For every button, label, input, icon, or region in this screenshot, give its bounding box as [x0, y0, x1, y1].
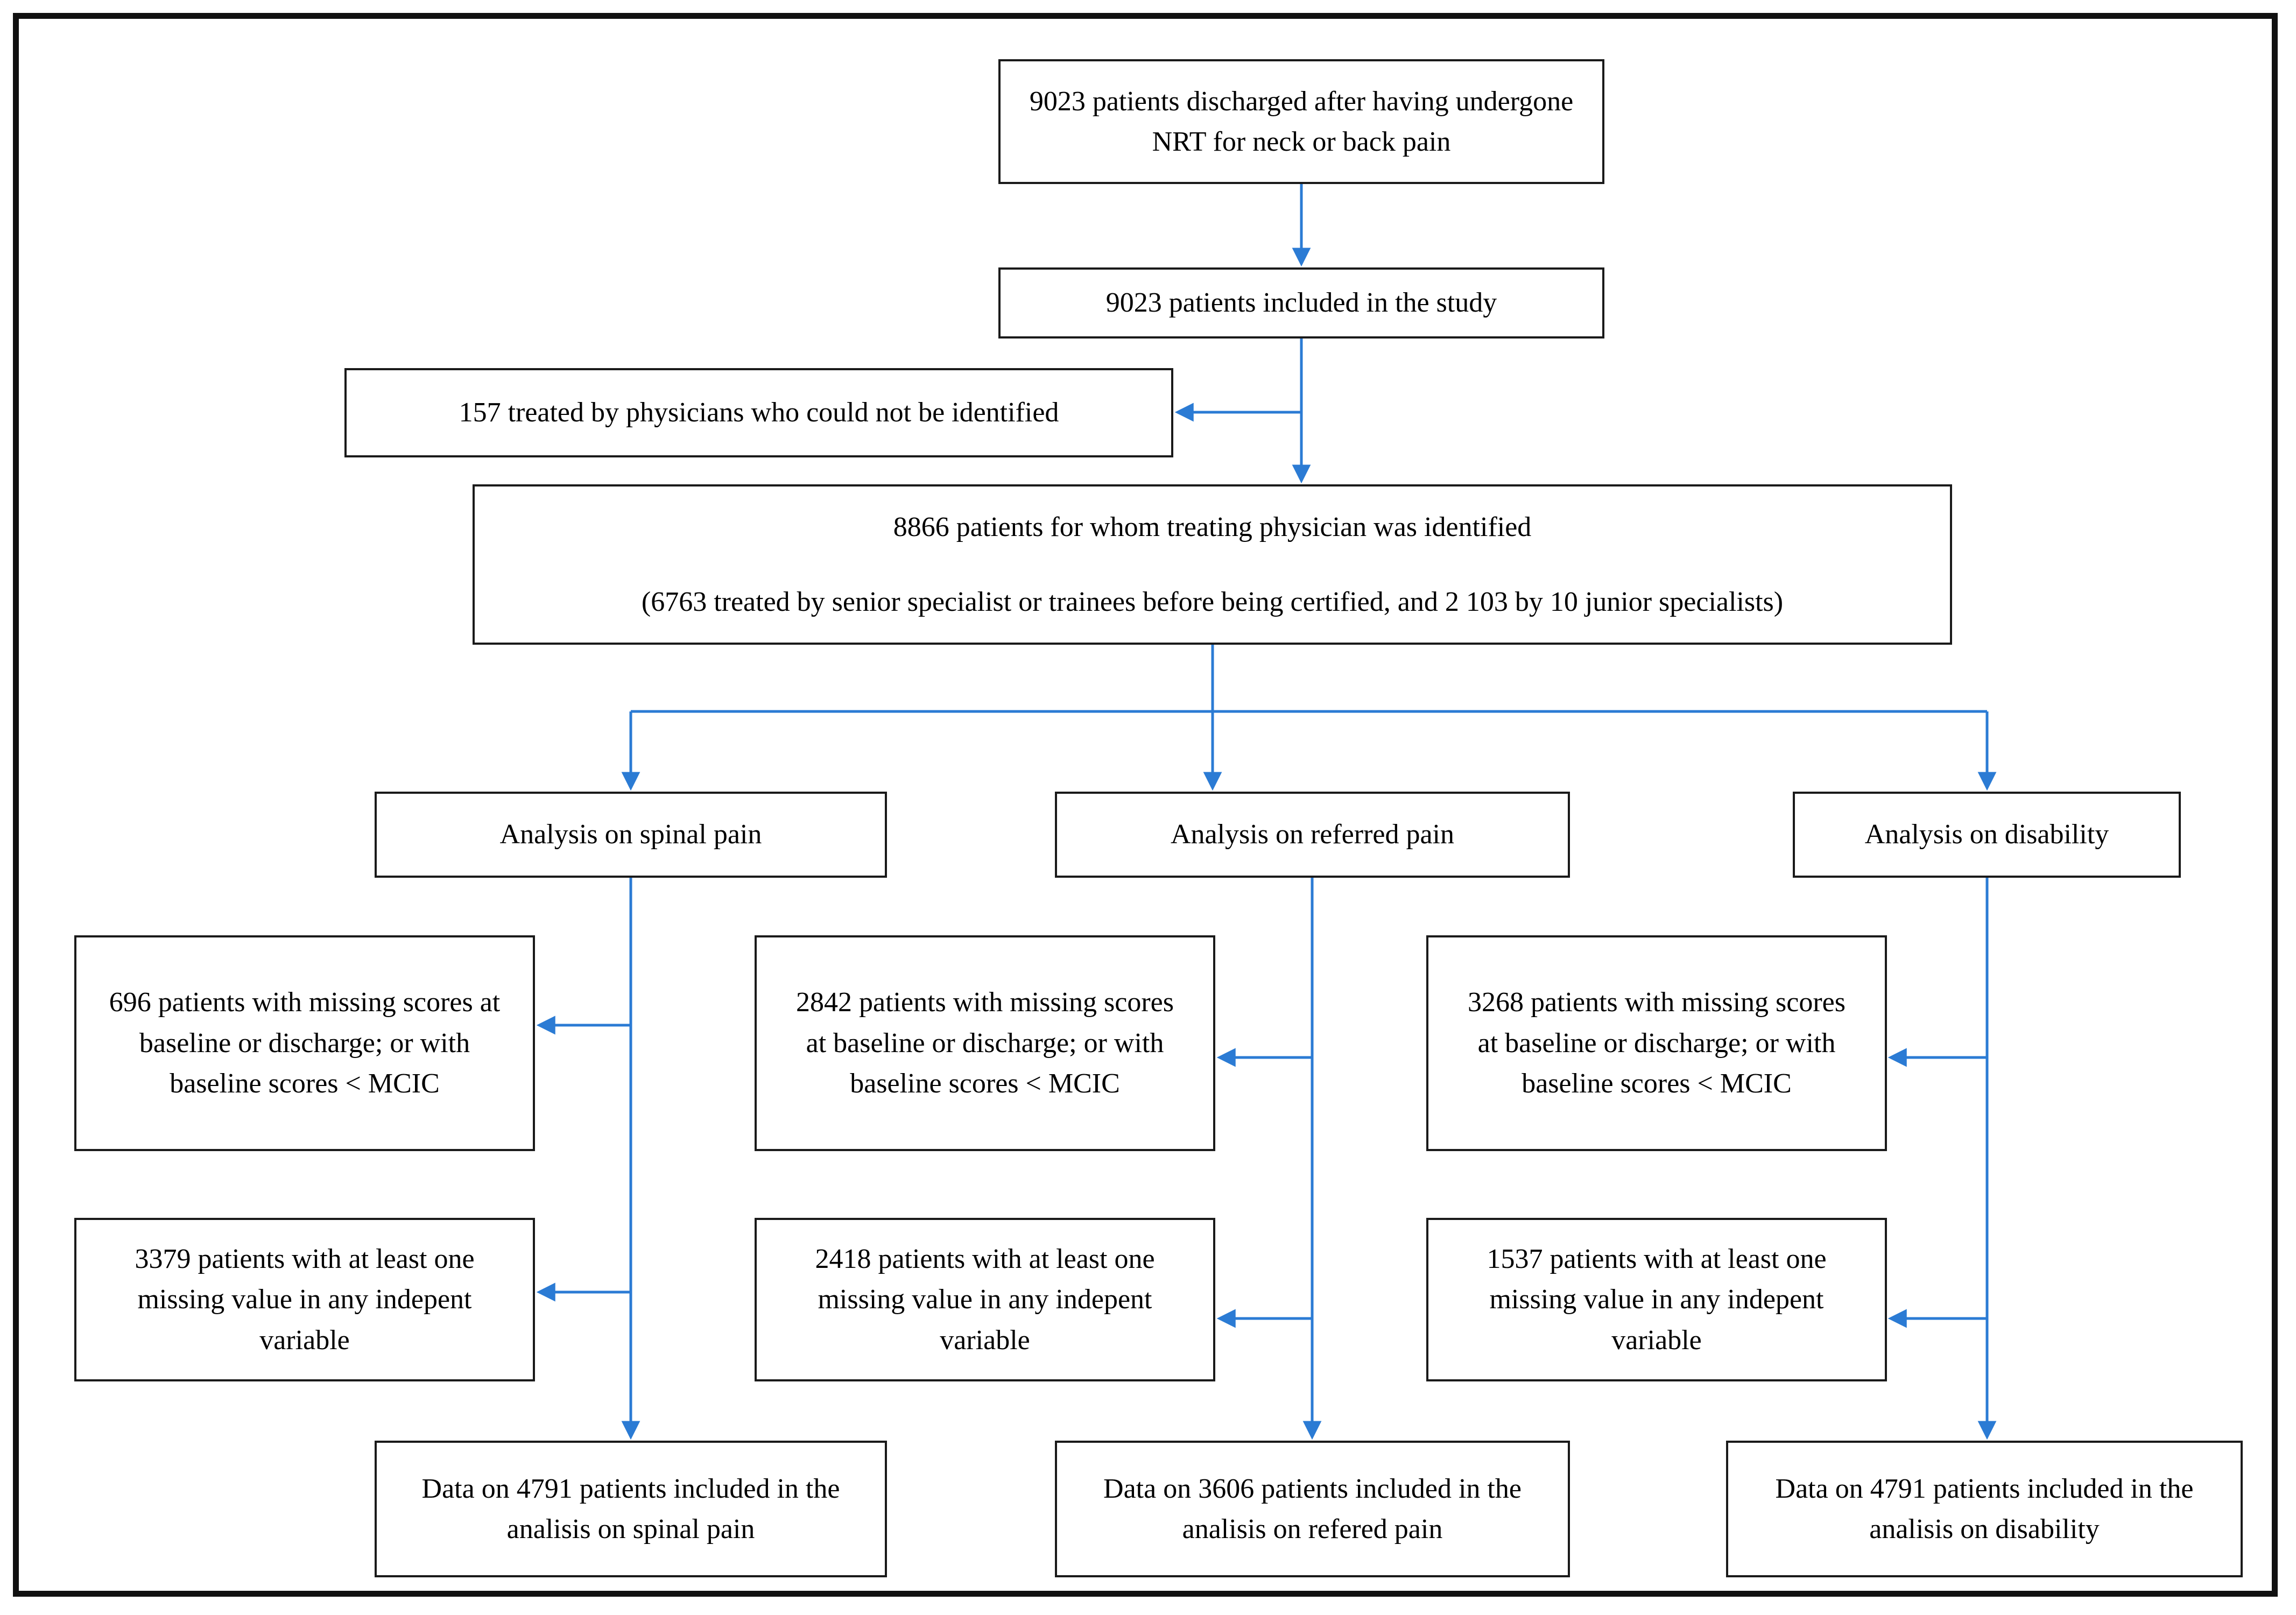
node-result-referred — [1055, 1441, 1570, 1577]
node-included-text: 9023 patients included in the study — [1105, 287, 1497, 319]
node-included — [998, 267, 1604, 338]
node-excluded-scores-disability — [1426, 935, 1887, 1151]
node-excluded-unidentified-text: 157 treated by physicians who could not be identified — [459, 397, 1059, 428]
node-analysis-spinal — [375, 792, 887, 878]
node-excluded-scores-referred-text: 2842 patients with missing scores at baseline or discharge; or with baseline scores < MCIC — [796, 987, 1174, 1099]
node-identified — [473, 484, 1952, 645]
node-result-spinal — [375, 1441, 887, 1577]
node-excluded-scores-spinal — [74, 935, 535, 1151]
node-excluded-scores-referred — [755, 935, 1215, 1151]
node-excluded-values-referred-text: 2418 patients with at least one missing value in any indepent variable — [815, 1243, 1155, 1356]
node-analysis-disability-text: Analysis on disability — [1864, 819, 2109, 850]
node-excluded-unidentified — [344, 368, 1173, 457]
node-analysis-spinal-text: Analysis on spinal pain — [499, 819, 762, 850]
node-result-referred-text: Data on 3606 patients included in the analisis on refered pain — [1103, 1473, 1522, 1545]
node-identified-line2: (6763 treated by senior specialist or trainees before being certified, and 2 103 by 10 junior specialists) — [641, 586, 1784, 617]
node-excluded-values-disability — [1426, 1218, 1887, 1381]
node-analysis-referred — [1055, 792, 1570, 878]
node-excluded-values-spinal — [74, 1218, 535, 1381]
node-excluded-values-disability-text: 1537 patients with at least one missing value in any indepent variable — [1487, 1243, 1827, 1356]
node-result-spinal-text: Data on 4791 patients included in the analisis on spinal pain — [421, 1473, 840, 1545]
node-analysis-referred-text: Analysis on referred pain — [1170, 819, 1455, 850]
node-analysis-disability — [1793, 792, 2181, 878]
node-result-disability — [1726, 1441, 2243, 1577]
node-identified-line1: 8866 patients for whom treating physician was identified — [893, 512, 1532, 542]
node-excluded-scores-spinal-text: 696 patients with missing scores at baseline or discharge; or with baseline scores < MCIC — [109, 987, 501, 1099]
node-excluded-values-spinal-text: 3379 patients with at least one missing value in any indepent variable — [135, 1243, 475, 1356]
node-discharged — [998, 59, 1604, 184]
node-result-disability-text: Data on 4791 patients included in the analisis on disability — [1775, 1473, 2194, 1545]
node-excluded-scores-disability-text: 3268 patients with missing scores at baseline or discharge; or with baseline scores < MCIC — [1468, 987, 1846, 1099]
node-discharged-text: 9023 patients discharged after having undergone NRT for neck or back pain — [1029, 86, 1574, 157]
node-excluded-values-referred — [755, 1218, 1215, 1381]
